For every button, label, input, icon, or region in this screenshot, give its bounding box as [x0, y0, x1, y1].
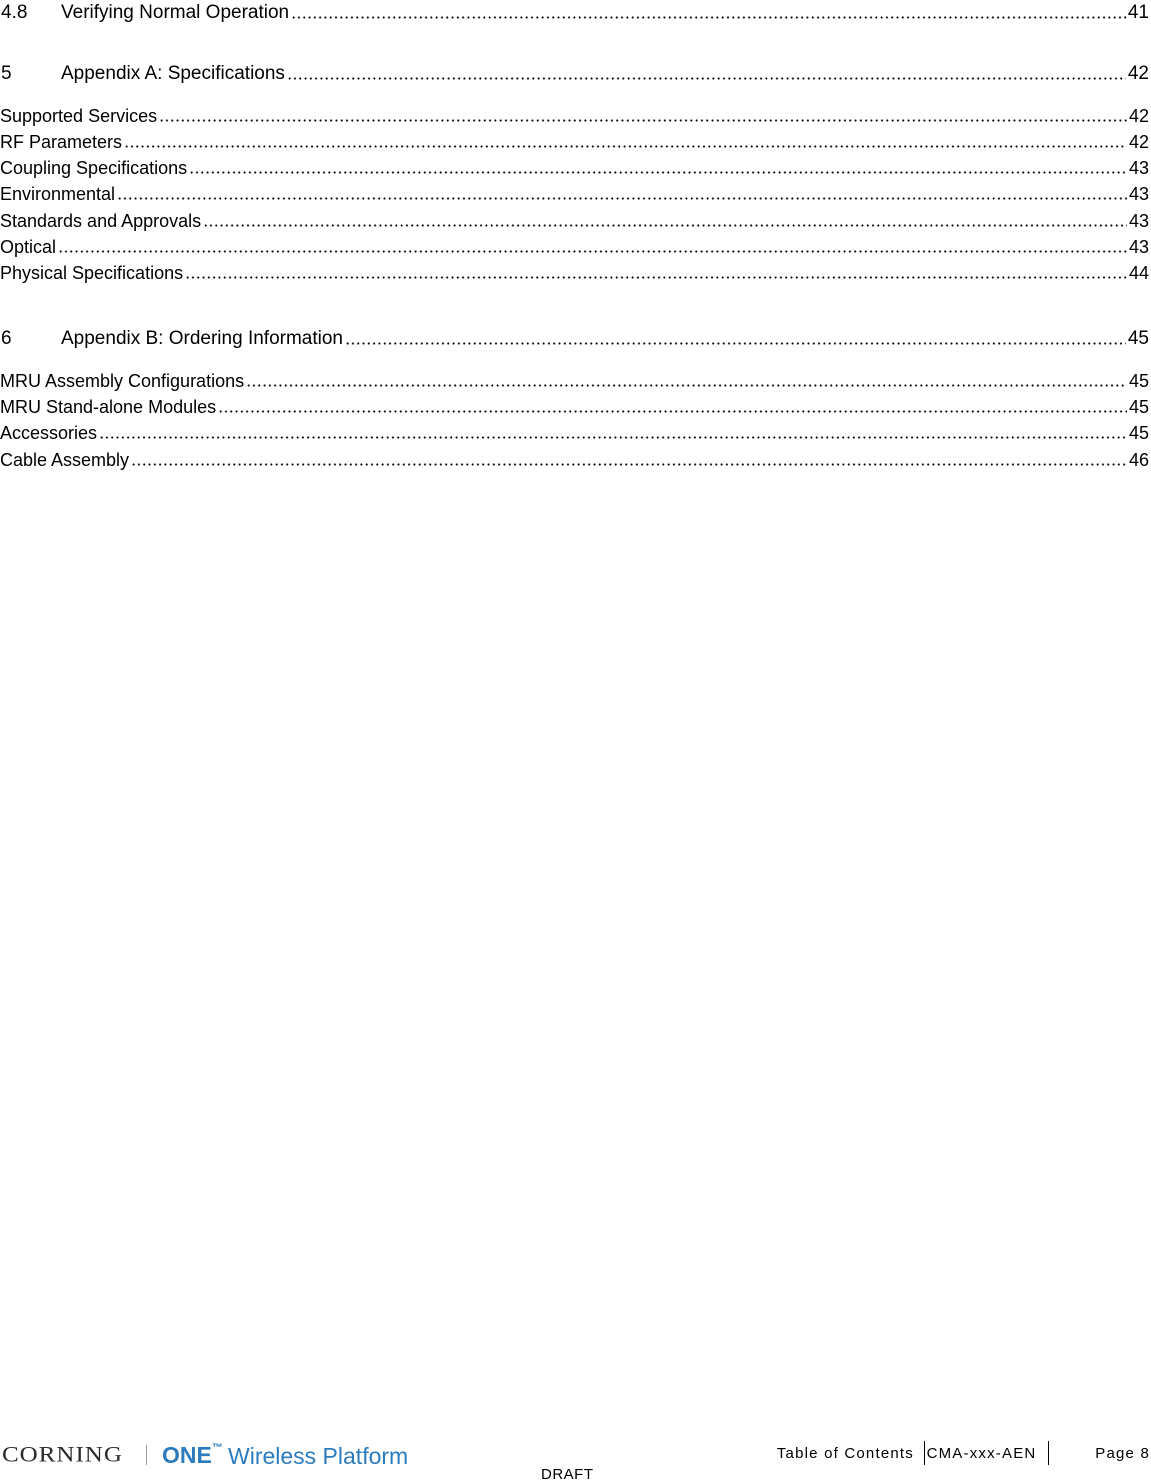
dot-leader: [131, 463, 1127, 466]
toc-entry-number: 6: [1, 328, 12, 349]
toc-entry[interactable]: [0, 208, 1151, 232]
toc-entry-title: Optical: [0, 237, 57, 257]
dot-leader: [345, 342, 1126, 345]
dot-leader: [189, 171, 1127, 174]
dot-leader: [246, 384, 1127, 387]
dot-leader: [203, 224, 1127, 227]
toc-entry-page: 41: [1127, 2, 1149, 23]
toc-entry-title: Supported Services: [0, 106, 158, 126]
dot-leader: [58, 250, 1127, 253]
toc-entry[interactable]: [0, 0, 1151, 24]
toc-entry-title: Accessories: [0, 423, 98, 443]
toc-entry-page: 43: [1128, 184, 1149, 204]
toc-entry[interactable]: [0, 326, 1151, 350]
toc-entry-page: 45: [1128, 397, 1149, 417]
dot-leader: [117, 197, 1127, 200]
toc-entry-title: Verifying Normal Operation: [61, 2, 290, 23]
toc-entry-title: Appendix B: Ordering Information: [61, 328, 343, 349]
draft-label: DRAFT: [541, 1466, 594, 1483]
toc-entry-page: 43: [1128, 237, 1149, 257]
toc-entry-number: 5: [1, 63, 12, 84]
toc-entry-page: 45: [1127, 328, 1149, 349]
toc-entry-page: 42: [1127, 63, 1149, 84]
platform-brand-text: ONE: [162, 1442, 212, 1468]
footer-doc-id: CMA-xxx-AEN: [915, 1441, 1049, 1465]
dot-leader: [291, 16, 1126, 19]
toc-entry[interactable]: [0, 394, 1151, 418]
dot-leader: [159, 119, 1127, 122]
toc-entry-page: 43: [1128, 211, 1149, 231]
page-footer: [0, 1433, 1151, 1482]
footer-page-number: Page 8: [1095, 1444, 1150, 1462]
dot-leader: [185, 276, 1127, 279]
toc-entry[interactable]: [0, 447, 1151, 471]
toc-entry[interactable]: [0, 61, 1151, 85]
toc-entry-page: 45: [1128, 371, 1149, 391]
toc-entry-title: Environmental: [0, 184, 116, 204]
toc-entry-page: 46: [1128, 450, 1149, 470]
toc-entry[interactable]: [0, 420, 1151, 444]
toc-entry-page: 43: [1128, 158, 1149, 178]
toc-entry[interactable]: [0, 129, 1151, 153]
toc-entry[interactable]: [0, 103, 1151, 127]
toc-entry-title: MRU Assembly Configurations: [0, 371, 245, 391]
toc-entry-title: Standards and Approvals: [0, 211, 202, 231]
toc-entry-title: MRU Stand-alone Modules: [0, 397, 217, 417]
toc-entry[interactable]: [0, 181, 1151, 205]
dot-leader: [218, 410, 1127, 413]
toc-entry-title: Appendix A: Specifications: [61, 63, 285, 84]
platform-brand: [162, 1442, 223, 1469]
toc-entry-page: 44: [1128, 263, 1149, 283]
toc-entry-page: 42: [1128, 132, 1149, 152]
toc-entry[interactable]: [0, 260, 1151, 284]
footer-section-title: Table of Contents: [746, 1441, 925, 1465]
logo-divider: [146, 1445, 147, 1465]
toc-entry-title: RF Parameters: [0, 132, 123, 152]
dot-leader: [287, 77, 1126, 80]
toc-entry-title: Physical Specifications: [0, 263, 184, 283]
platform-name: Wireless Platform: [228, 1443, 409, 1469]
toc-entry-title: Cable Assembly: [0, 450, 130, 470]
dot-leader: [124, 145, 1127, 148]
trademark-symbol: ™: [211, 1442, 223, 1454]
toc-entry-page: 42: [1128, 106, 1149, 126]
toc-entry[interactable]: [0, 234, 1151, 258]
toc-entry[interactable]: [0, 368, 1151, 392]
toc-entry-page: 45: [1128, 423, 1149, 443]
toc-entry-title: Coupling Specifications: [0, 158, 188, 178]
corning-logo: CORNING: [2, 1442, 123, 1467]
dot-leader: [99, 436, 1127, 439]
toc-entry-number: 4.8: [1, 2, 28, 23]
toc-entry[interactable]: [0, 155, 1151, 179]
